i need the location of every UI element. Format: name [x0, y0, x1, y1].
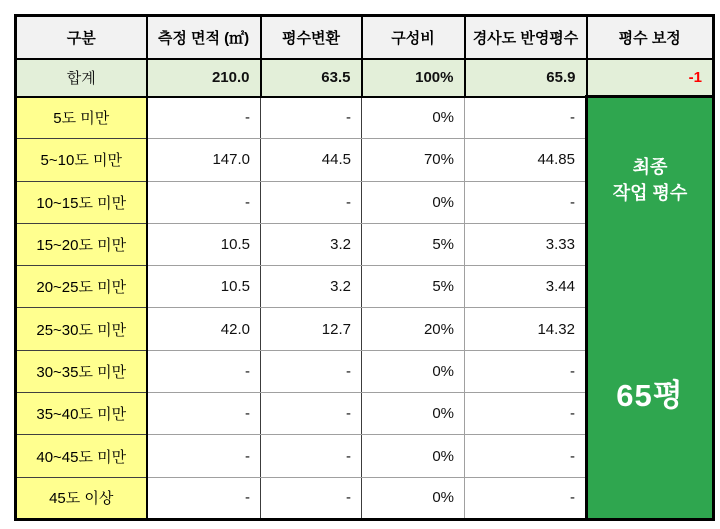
- slope-pyeong-cell[interactable]: -: [465, 435, 587, 477]
- pyeong-cell[interactable]: 3.2: [261, 266, 362, 308]
- pyeong-cell[interactable]: -: [261, 477, 362, 519]
- slope-pyeong-cell[interactable]: -: [465, 97, 587, 139]
- pyeong-cell[interactable]: -: [261, 350, 362, 392]
- category-cell[interactable]: 45도 이상: [16, 477, 147, 519]
- pyeong-cell[interactable]: -: [261, 97, 362, 139]
- pyeong-cell[interactable]: 3.2: [261, 223, 362, 265]
- area-cell[interactable]: -: [147, 393, 261, 435]
- slope-pyeong-cell[interactable]: 3.44: [465, 266, 587, 308]
- slope-pyeong-cell[interactable]: -: [465, 477, 587, 519]
- final-title-line2: 작업 평수: [612, 183, 688, 203]
- total-pyeong-cell[interactable]: 63.5: [261, 59, 362, 97]
- pyeong-cell[interactable]: -: [261, 181, 362, 223]
- ratio-cell[interactable]: 0%: [362, 435, 465, 477]
- header-row: [16, 16, 714, 59]
- category-cell[interactable]: 10~15도 미만: [16, 181, 147, 223]
- slope-pyeong-cell[interactable]: 44.85: [465, 139, 587, 181]
- area-cell[interactable]: -: [147, 97, 261, 139]
- final-pyeong-cell[interactable]: [587, 97, 714, 520]
- category-cell[interactable]: 5~10도 미만: [16, 139, 147, 181]
- slope-pyeong-cell[interactable]: -: [465, 350, 587, 392]
- ratio-cell[interactable]: 5%: [362, 266, 465, 308]
- final-pyeong-content: [588, 98, 712, 518]
- category-cell[interactable]: 35~40도 미만: [16, 393, 147, 435]
- total-slope-pyeong-cell[interactable]: 65.9: [465, 59, 587, 97]
- category-cell[interactable]: 25~30도 미만: [16, 308, 147, 350]
- slope-pyeong-cell[interactable]: -: [465, 393, 587, 435]
- header-pyeong-conversion[interactable]: 평수변환: [261, 16, 362, 59]
- total-area-cell[interactable]: 210.0: [147, 59, 261, 97]
- header-measured-area[interactable]: 측정 면적 (㎡): [147, 16, 261, 59]
- ratio-cell[interactable]: 0%: [362, 350, 465, 392]
- pyeong-cell[interactable]: -: [261, 435, 362, 477]
- total-ratio-cell[interactable]: 100%: [362, 59, 465, 97]
- total-row: [16, 59, 714, 97]
- header-slope-pyeong[interactable]: 경사도 반영평수: [465, 16, 587, 59]
- area-cell[interactable]: -: [147, 477, 261, 519]
- total-correction-cell[interactable]: -1: [587, 59, 714, 97]
- total-label-cell[interactable]: 합계: [16, 59, 147, 97]
- area-cell[interactable]: -: [147, 181, 261, 223]
- area-cell[interactable]: -: [147, 350, 261, 392]
- category-cell[interactable]: 30~35도 미만: [16, 350, 147, 392]
- area-cell[interactable]: 10.5: [147, 223, 261, 265]
- area-cell[interactable]: -: [147, 435, 261, 477]
- ratio-cell[interactable]: 0%: [362, 393, 465, 435]
- area-cell[interactable]: 42.0: [147, 308, 261, 350]
- ratio-cell[interactable]: 0%: [362, 97, 465, 139]
- category-cell[interactable]: 15~20도 미만: [16, 223, 147, 265]
- table-row: [16, 97, 714, 139]
- final-pyeong-title: [588, 154, 712, 206]
- ratio-cell[interactable]: 0%: [362, 477, 465, 519]
- header-category[interactable]: 구분: [16, 16, 147, 59]
- header-composition-ratio[interactable]: 구성비: [362, 16, 465, 59]
- slope-pyeong-cell[interactable]: -: [465, 181, 587, 223]
- slope-area-table: [14, 14, 715, 521]
- ratio-cell[interactable]: 5%: [362, 223, 465, 265]
- ratio-cell[interactable]: 0%: [362, 181, 465, 223]
- category-cell[interactable]: 20~25도 미만: [16, 266, 147, 308]
- pyeong-cell[interactable]: 44.5: [261, 139, 362, 181]
- slope-pyeong-cell[interactable]: 3.33: [465, 223, 587, 265]
- ratio-cell[interactable]: 20%: [362, 308, 465, 350]
- final-title-line1: 최종: [632, 157, 668, 177]
- final-pyeong-value: 65평: [616, 378, 684, 413]
- slope-pyeong-cell[interactable]: 14.32: [465, 308, 587, 350]
- category-cell[interactable]: 40~45도 미만: [16, 435, 147, 477]
- area-cell[interactable]: 10.5: [147, 266, 261, 308]
- area-cell[interactable]: 147.0: [147, 139, 261, 181]
- category-cell[interactable]: 5도 미만: [16, 97, 147, 139]
- pyeong-cell[interactable]: -: [261, 393, 362, 435]
- header-pyeong-correction[interactable]: 평수 보정: [587, 16, 714, 59]
- ratio-cell[interactable]: 70%: [362, 139, 465, 181]
- pyeong-cell[interactable]: 12.7: [261, 308, 362, 350]
